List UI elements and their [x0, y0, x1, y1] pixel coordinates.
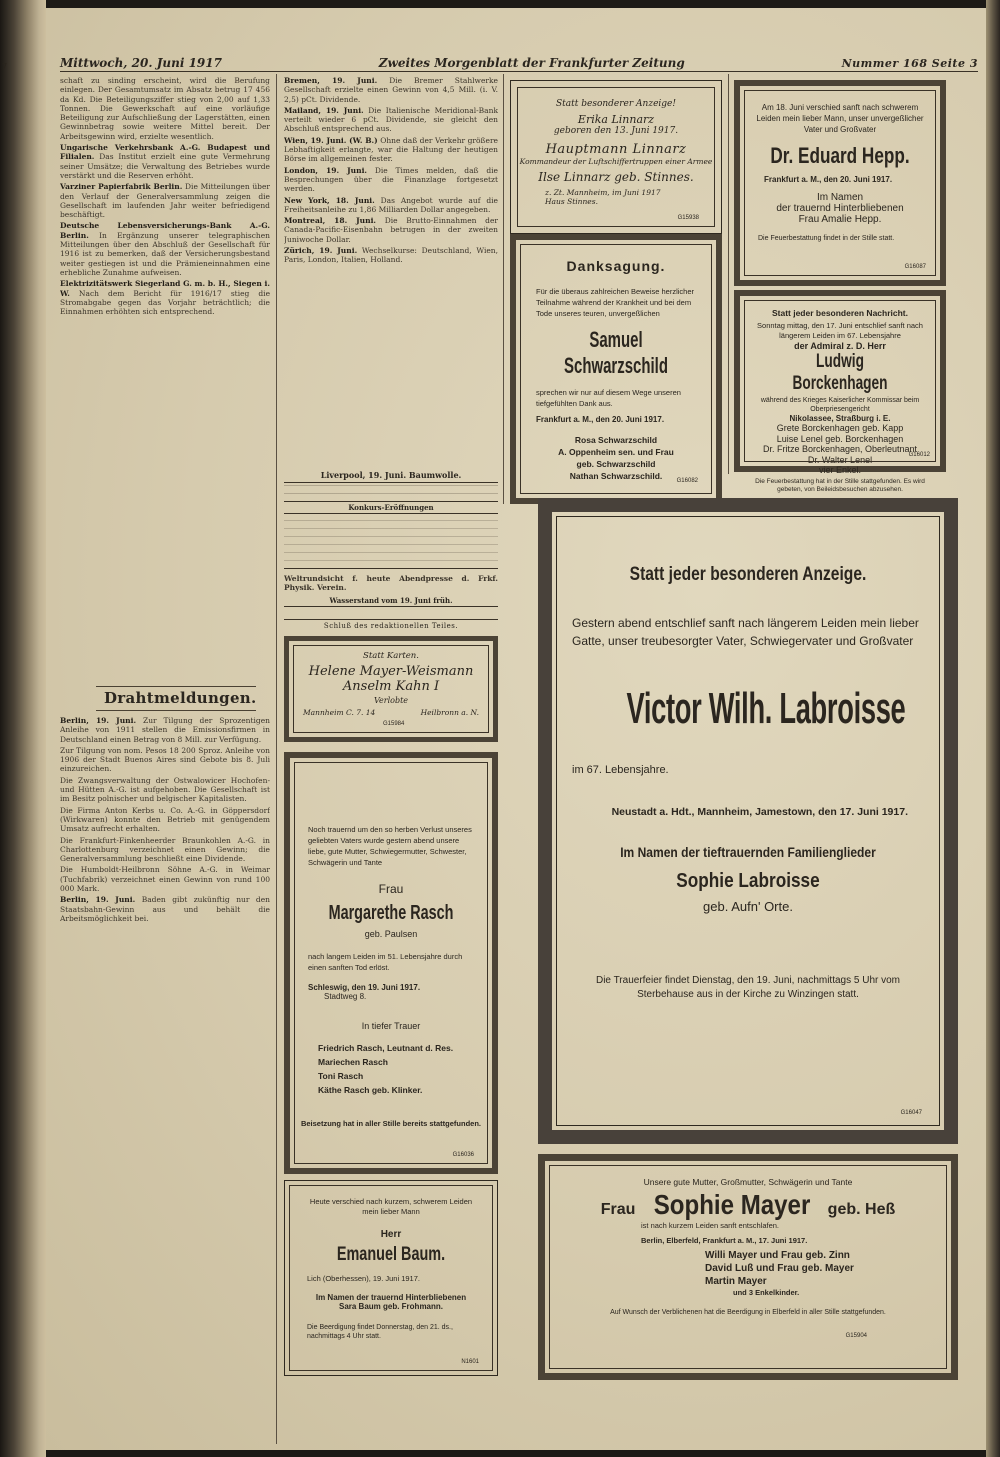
- konkurs-title: Konkurs-Eröffnungen: [348, 503, 434, 512]
- obituary-intro: Gestern abend entschlief sanft nach längerem Leiden mein lieber Gatte, unser treubesorgter Vater, Schwiegervater und Großvater: [572, 616, 919, 648]
- signer: David Luß und Frau geb. Mayer: [705, 1263, 854, 1274]
- signer: Willi Mayer und Frau geb. Zinn: [705, 1250, 850, 1261]
- obituary-text: ist nach kurzem Leiden sanft entschlafen.: [641, 1221, 779, 1230]
- birth-date: geboren den 13. Juni 1917.: [553, 126, 679, 136]
- child-name: Erika Linnarz: [577, 113, 655, 126]
- obituary-intro: Sonntag mittag, den 17. Juni entschlief sanft nach längerem Leiden im 67. Lebensjahre: [757, 321, 923, 340]
- salutation: Frau: [378, 882, 404, 896]
- note: Die Feuerbestattung findet in der Stille statt.: [758, 235, 895, 242]
- signer: geb. Schwarzschild: [576, 459, 656, 469]
- mourn-line: Im Namen der tieftrauernden Familienglieder: [620, 844, 876, 860]
- widow-name: Sara Baum geb. Frohmann.: [338, 1302, 444, 1311]
- mourn-line: In tiefer Trauer: [361, 1021, 421, 1031]
- age-line: im 67. Lebensjahre.: [572, 764, 669, 776]
- mourn-line: Im Namen der trauernd Hinterbliebenen: [315, 1293, 467, 1302]
- place-date: Neustadt a. Hdt., Mannheim, Jamestown, den 17. Juni 1917.: [611, 806, 908, 818]
- article-paragraph: Die Zwangsverwaltung der Ostwalowicer Hochofen- und Hütten A.-G. ist aufgehoben. Die Gesellschaft ist im Besitz polnischer und belgischer Kapitalisten.: [60, 775, 270, 804]
- place: Nikolassee, Straßburg i. E.: [789, 414, 891, 423]
- signer: vier Enkel.: [818, 465, 862, 475]
- signer: Grete Borckenhagen geb. Kapp: [776, 423, 904, 433]
- cotton-table: [284, 482, 498, 502]
- article-paragraph: Bremen, 19. Juni. Die Bremer Stahlwerke Gesellschaft erzielte einen Gewinn von 4,5 Mill. (i. V. 2,5) pCt. Dividende.: [284, 76, 498, 104]
- place-right: Heilbronn a. N.: [420, 708, 479, 717]
- deceased-name: Victor Wilh. Labroisse: [626, 684, 906, 733]
- widow-name: Sophie Labroisse: [676, 870, 820, 892]
- signer: A. Oppenheim sen. und Frau: [558, 447, 674, 457]
- engaged-label: Verlobte: [373, 696, 409, 705]
- deceased-name: Margarethe Rasch: [328, 902, 454, 924]
- article-paragraph: New York, 18. Juni. Das Angebot wurde auf die Freiheitsanleihe zu 1,86 Milliarden Dollar angegeben.: [284, 195, 498, 214]
- ad-top-line: Statt jeder besonderen Nachricht.: [771, 308, 909, 318]
- deceased-role: während des Krieges Kaiserlicher Kommissar beim Oberpriesengericht: [760, 397, 920, 413]
- mother-name: Ilse Linnarz geb. Stinnes.: [538, 170, 694, 184]
- article-paragraph: Ungarische Verkehrsbank A.-G. Budapest und Filialen. Das Institut erzielt eine gute Vermehrung seiner Umsätze; die Verwaltung des Betriebes wurde verstärkt und die Reserven erhöht.: [60, 143, 270, 180]
- signer: Dr. Fritze Borckenhagen, Oberleutnant: [762, 444, 918, 454]
- article-paragraph: Deutsche Lebensversicherungs-Bank A.-G. Berlin. In Ergänzung unserer telegraphischen Mitteilungen über den Abschluß der Gesellschaft für 1916 ist zu bemerken, daß der Versicherungsbestand weiter gestiegen ist und die Prämieneinnahmen eine erhebliche Zunahme aufweisen.: [60, 221, 270, 277]
- signer: Rosa Schwarzschild: [574, 435, 658, 445]
- obituary-intro: Am 18. Juni verschied sanft nach schwerem Leiden mein lieber Mann, unser unvergeßlicher Vater und Großvater: [756, 103, 924, 134]
- signer: Martin Mayer: [705, 1276, 767, 1287]
- article-paragraph: London, 19. Juni. Die Times melden, daß die Besprechungen über die Finanzlage fortgesetzt werden.: [284, 165, 498, 194]
- deceased-name: Sophie Mayer: [653, 1189, 810, 1220]
- article-paragraph: Zürich, 19. Juni. Wechselkurse: Deutschland, Wien, Paris, London, Italien, Holland.: [284, 246, 498, 265]
- street: Stadtweg 8.: [324, 992, 367, 1001]
- book-spine: [0, 0, 46, 1457]
- note: Auf Wunsch der Verblichenen hat die Beerdigung in Elberfeld in aller Stille stattgefunden.: [610, 1309, 886, 1316]
- thanks-text: Für die überaus zahlreichen Beweise herzlicher Teilnahme während der Krankheit und bei dem Tode unseres teuren, unvergeßlichen: [536, 287, 694, 318]
- signer: Käthe Rasch geb. Klinker.: [318, 1085, 423, 1095]
- obituary-intro: Heute verschied nach kurzem, schwerem Leiden mein lieber Mann: [309, 1197, 473, 1216]
- ad-code: G15904: [845, 1333, 867, 1339]
- editorial-end-line: Schluß des redaktionellen Teiles.: [323, 622, 459, 630]
- deceased-name: Ludwig Borckenhagen: [792, 351, 888, 394]
- ad-code: G16012: [908, 452, 930, 458]
- signer: Mariechen Rasch: [318, 1057, 388, 1067]
- obituary-labroisse: [538, 498, 958, 1144]
- wasserstand-title: Wasserstand vom 19. Juni früh.: [329, 596, 453, 605]
- signer: Toni Rasch: [318, 1071, 364, 1081]
- article-paragraph: Montreal, 18. Juni. Die Brutto-Einnahmen der Canada-Pacific-Eisenbahn betrugen in der zweiten Juniwoche Dollar.: [284, 216, 498, 244]
- place-date: Frankfurt a. M., den 20. Juni 1917.: [536, 415, 665, 424]
- ad-top-line: Statt jeder besonderen Anzeige.: [629, 564, 867, 585]
- page-edge: [986, 0, 1000, 1457]
- obituary-hepp: [734, 80, 946, 286]
- column-rule: [276, 74, 277, 1444]
- ad-top-line: Statt besonderer Anzeige!: [556, 99, 676, 109]
- page-header: [60, 54, 978, 72]
- signer: Nathan Schwarzschild.: [569, 471, 663, 481]
- obituary-text: nach langem Leiden im 51. Lebensjahre durch einen sanften Tod erlöst.: [308, 952, 463, 972]
- title-prefix: Frau: [600, 1201, 636, 1218]
- ad-code: G16087: [904, 264, 926, 270]
- article-paragraph: Die Humboldt-Heilbronn Söhne A.-G. in Weimar (Tuchfabrik) verzeichnet einen Gewinn von rund 100 000 Mark.: [60, 865, 270, 894]
- note: Die Trauerfeier findet Dienstag, den 19. Juni, nachmittags 5 Uhr vom Sterbehause aus in der Kirche zu Winzingen statt.: [595, 975, 901, 1000]
- mourn-intro: Im Namen: [816, 192, 864, 203]
- spine-fragment: 7: [2, 62, 7, 71]
- thanks-title: Danksagung.: [566, 258, 666, 274]
- born-name: geb. Heß: [827, 1201, 896, 1218]
- article-paragraph: Varziner Papierfabrik Berlin. Die Mitteilungen über den Verlauf der Generalversammlung zeigen die Gesellschaft im laufenden Jahr weiter befriedigend beschäftigt.: [60, 182, 270, 220]
- article-paragraph: Mailand, 19. Juni. Die Italienische Meridional-Bank verteilt wieder 6 pCt. Dividende, sie gleicht den Abschluß entsprechend aus.: [284, 105, 498, 134]
- article-paragraph: Berlin, 19. Juni. Baden gibt zukünftig nur den Staatsbahn-Gewinn aus und behält die Arbeitsmöglichkeit bei.: [60, 895, 270, 923]
- ad-code: G15938: [677, 215, 699, 221]
- deceased-name: Dr. Eduard Hepp.: [770, 143, 910, 168]
- note: Beisetzung hat in aller Stille bereits stattgefunden.: [300, 1119, 482, 1128]
- deceased-title: der Admiral z. D. Herr: [794, 341, 886, 351]
- place-date: Frankfurt a. M., den 20. Juni 1917.: [764, 175, 893, 184]
- ad-code: G15984: [383, 721, 405, 727]
- signer: Luise Lenel geb. Borckenhagen: [776, 433, 904, 444]
- widow-born: geb. Aufn' Orte.: [703, 899, 793, 914]
- article-paragraph: Elektrizitätswerk Siegerland G. m. b. H., Siegen i. W. Nach dem Bericht für 1916/17 stieg die Stromabgabe gegen das Vorjahr beträchtlich; die Einnahmen erhöhten sich entsprechend.: [60, 279, 270, 317]
- middle-column-news: [284, 76, 498, 466]
- obituary-borckenhagen: [734, 290, 946, 493]
- father-name: Hauptmann Linnarz: [545, 142, 687, 157]
- widow-name: Frau Amalie Hepp.: [798, 214, 882, 225]
- grandchildren: und 3 Enkelkinder.: [733, 1288, 800, 1297]
- salutation: Herr: [380, 1229, 402, 1240]
- obituary-rasch: [284, 752, 498, 1174]
- obituary-baum: [284, 1180, 498, 1376]
- weather-line: Weltrundsicht f. heute Abendpresse d. Frkf. Physik. Verein.: [284, 574, 498, 593]
- note: Die Beerdigung findet Donnerstag, den 21. ds., nachmittags 4 Uhr statt.: [307, 1324, 453, 1340]
- place-date: Berlin, Elberfeld, Frankfurt a. M., 17. Juni 1917.: [641, 1236, 808, 1245]
- ad-code: G16082: [676, 478, 698, 484]
- signer: Friedrich Rasch, Leutnant d. Res.: [318, 1043, 454, 1053]
- obituary-sophie-mayer: [538, 1154, 958, 1380]
- father-title: Kommandeur der Luftschiffertruppen einer Armee: [519, 157, 713, 166]
- engagement-announcement: [284, 636, 498, 742]
- deceased-name: Samuel Schwarzschild: [564, 327, 668, 378]
- header-edition: Zweites Morgenblatt der Frankfurter Zeitung: [378, 56, 685, 70]
- header-number: Nummer 168 Seite 3: [841, 57, 978, 70]
- article-paragraph: schaft zu sinding erscheint, wird die Berufung einlegen. Der Gesamtumsatz im Absatz betrug 17 456 da Kd. Die Beteiligungsziffer stieg von 2,00 auf 1,33 Tonnen. Die Gewerkschaft auf eine vorläufige Beteiligung zur Aufschließung der Lagerstätten, einen Gewinnbetrag sowie weitere Mittel bereit. Der Arbeitsgewinn wird, erzielte wesentlich.: [60, 76, 270, 141]
- ad-code: G16036: [452, 1152, 474, 1158]
- article-paragraph: Die Firma Anton Kerbs u. Co. A.-G. in Göppersdorf (Wirkwaren) konnte den Betrieb mit genügendem Umsatz aufrecht erhalten.: [60, 805, 270, 834]
- article-paragraph: Die Frankfurt-Finkenheerder Braunkohlen A.-G. in Charlottenburg verzeichnet einen Gewinn; die Generalversammlung beschließt eine Dividende.: [60, 835, 270, 864]
- ad-code: N1601: [461, 1359, 479, 1365]
- place-date: Schleswig, den 19. Juni 1917.: [308, 983, 421, 992]
- left-column-bottom: [60, 716, 270, 1376]
- wasserstand-table: [284, 606, 498, 620]
- note: Die Feuerbestattung hat in der Stille stattgefunden. Es wird gebeten, von Beileidsbesuchen abzusehen.: [755, 477, 925, 493]
- obituary-intro: Noch trauernd um den so herben Verlust unseres geliebten Vaters wurde gestern abend unsere liebe, gute Mutter, Schwiegermutter, Schwester, Schwägerin und Tante: [308, 825, 472, 867]
- deceased-name: Emanuel Baum.: [336, 1244, 446, 1265]
- signer: Dr. Walter Lenel: [807, 454, 873, 465]
- article-paragraph: Zur Tilgung von nom. Pesos 18 200 Sproz. Anleihe von 1906 der Stadt Buenos Aires sind Gebote bis 8. Juli einzureichen.: [60, 745, 270, 774]
- section-heading: Drahtmeldungen.: [96, 686, 256, 711]
- house: Haus Stinnes.: [545, 197, 598, 206]
- ad-top-line: Statt Karten.: [363, 651, 419, 661]
- obituary-intro: Unsere gute Mutter, Großmutter, Schwägerin und Tante: [643, 1177, 853, 1187]
- birth-announcement-linnarz: [510, 80, 722, 234]
- article-paragraph: Berlin, 19. Juni. Zur Tilgung der Sprozentigen Anleihe von 1911 stellen die Emissionsfirmen in Deutschland einen Betrag von 8 Mill. zur Verfügung.: [60, 716, 270, 744]
- header-date: Mittwoch, 20. Juni 1917: [60, 56, 222, 70]
- left-column-top: [60, 76, 270, 682]
- born-name: geb. Paulsen: [364, 929, 418, 939]
- thanks-line: sprechen wir nur auf diesem Wege unseren tiefgefühlten Dank aus.: [536, 388, 681, 408]
- column-rule: [728, 74, 729, 474]
- mourn-text: der trauernd Hinterbliebenen: [776, 203, 904, 214]
- bride-name: Helene Mayer-Weismann: [308, 664, 474, 679]
- ad-code: G16047: [900, 1110, 922, 1116]
- groom-name: Anselm Kahn I: [342, 679, 440, 694]
- konkurs-table: [284, 513, 498, 569]
- thanks-schwarzschild: [510, 234, 722, 504]
- place-left: Mannheim C. 7. 14: [303, 708, 376, 717]
- column-rule: [503, 74, 504, 504]
- place: z. Zt. Mannheim, im Juni 1917: [545, 188, 661, 197]
- article-paragraph: Wien, 19. Juni. (W. B.) Ohne daß der Verkehr größere Lebhaftigkeit erlangte, war die Haltung der heutigen Börse im allgemeinen fester.: [284, 135, 498, 164]
- place-date: Lich (Oberhessen), 19. Juni 1917.: [307, 1274, 420, 1283]
- cotton-table-title: Liverpool, 19. Juni. Baumwolle.: [320, 470, 462, 480]
